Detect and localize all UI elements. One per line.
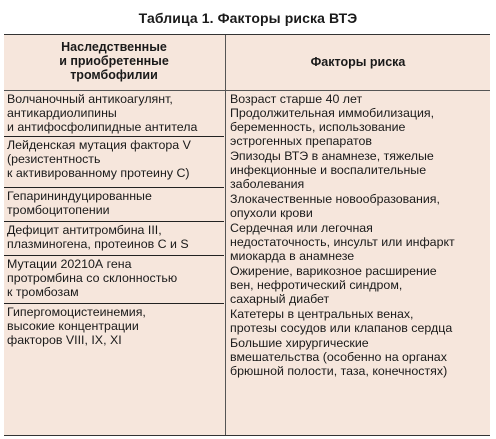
thrombophilia-cell [7,189,223,217]
thrombophilia-cell [7,138,223,181]
thrombophilia-cell [7,257,223,300]
risk-factor-cell [230,264,488,307]
cell-line: Эпизоды ВТЭ в анамнезе, тяжелые [230,149,434,163]
cell-line: к активированному протеину С) [7,166,190,181]
cell-line: Мутации 20210А гена [7,257,132,271]
cell-line: недостаточность, инсульт или инфаркт [230,235,455,250]
cell-line: Продолжительная иммобилизация, [230,106,435,120]
cell-line: Возраст старше 40 лет [230,92,363,106]
cell-line: Катетеры в центральных венах, [230,307,414,321]
cell-line: эстрогенных препаратов [230,134,372,149]
header-risk-factors: Факторы риска [310,55,406,69]
thrombophilia-cell [7,223,223,251]
header-left-line: и приобретенные [59,54,169,68]
cell-line: опухоли крови [230,206,313,221]
cell-line: вен, нефротический синдром, [230,278,403,293]
header-divider [4,90,490,91]
cell-line: (резистентность [7,152,101,167]
cell-line: антикардиолипины [7,106,117,121]
header-left-line: тромбофилии [70,68,158,82]
cell-line: Волчаночный антикоагулянт, [7,92,173,106]
risk-factor-cell [230,307,488,335]
row-divider [4,303,224,304]
cell-line: Гепарининдуцированные [7,189,152,203]
risk-factor-cell [230,106,488,149]
cell-line: протромбина со склонностью [7,271,178,286]
risk-factor-cell [230,221,488,264]
thrombophilia-cell [7,92,223,135]
cell-line: вмешательства (особенно на органах [230,350,447,365]
cell-line: сахарный диабет [230,292,330,307]
row-divider [4,255,224,256]
cell-line: тромбоцитопении [7,203,110,218]
cell-line: Большие хирургические [230,336,369,350]
cell-line: Дефицит антитромбина III, [7,223,162,237]
column-divider [225,35,226,435]
row-divider [4,187,224,188]
cell-line: Сердечная или легочная [230,221,373,235]
cell-line: протезы сосудов или клапанов сердца [230,321,453,336]
cell-line: Гипергомоцистеинемия, [7,305,146,319]
row-divider [4,221,224,222]
risk-factor-cell [230,149,488,192]
risk-factors-table [4,34,490,436]
cell-line: инфекционные и воспалительные [230,163,427,178]
cell-line: и антифосфолипидные антитела [7,120,198,135]
cell-line: миокарда в анамнезе [230,249,355,264]
cell-line: брюшной полости, таза, конечностях) [230,364,448,379]
cell-line: беременность, использование [230,120,406,135]
cell-line: плазминогена, протеинов С и S [7,237,189,252]
cell-line: к тромбозам [7,285,79,300]
cell-line: Ожирение, варикозное расширение [230,264,437,278]
cell-line: высокие концентрации [7,319,139,334]
cell-line: факторов VIII, IX, XI [7,333,122,348]
cell-line: заболевания [230,177,305,192]
row-divider [4,136,224,137]
risk-factor-cell [230,336,488,379]
risk-factor-cell [230,192,488,220]
risk-factor-cell [230,92,488,106]
table-title: Таблица 1. Факторы риска ВТЭ [138,10,358,26]
cell-line: Лейденская мутация фактора V [7,138,191,152]
cell-line: Злокачественные новообразования, [230,192,440,206]
header-left-line: Наследственные [61,40,167,54]
thrombophilia-cell [7,305,223,348]
header-hereditary-thrombophilia [4,35,224,94]
